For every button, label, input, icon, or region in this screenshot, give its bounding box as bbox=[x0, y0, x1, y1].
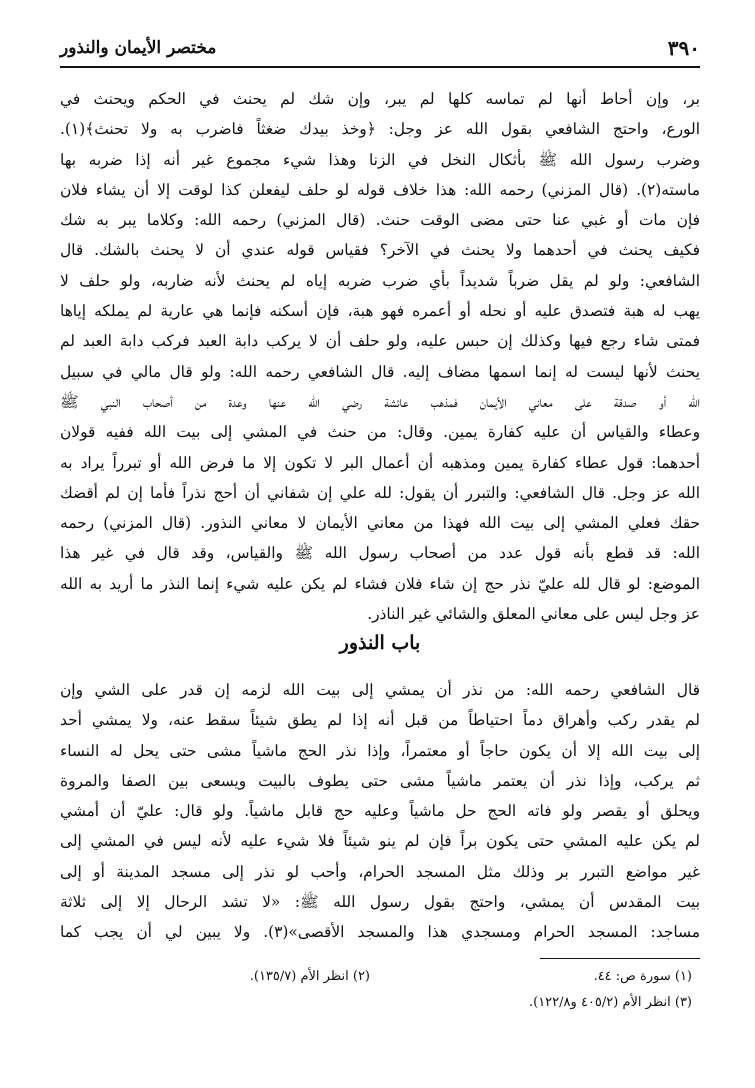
chapter-title: باب النذور bbox=[339, 632, 421, 654]
footnote-divider bbox=[540, 958, 700, 959]
header-divider bbox=[60, 66, 700, 68]
text-line: الله أو صدقة على معاني الأيمان فمذهب عائشة رضي الله عنها وعدة من أصحاب النبي ﷺ bbox=[60, 392, 700, 411]
running-header bbox=[60, 36, 700, 68]
text-line: لم يقدر ركب وأهراق دماً احتياطاً من قبل أنه إذا لم يطق شيئاً سقط عنه، ولا يمشي أحد bbox=[60, 711, 700, 730]
text-line: يحنث لأنها ليست له إنما اسمها مضاف إليه. قال الشافعي رحمه الله: ولو قال مالي في سبيل bbox=[60, 362, 700, 381]
footnote-3: (٣) انظر الأم (٤٠٥/٢ و١٢٢/٨). bbox=[528, 995, 692, 1010]
footnote-2: (٢) انظر الأم (١٣٥/٧). bbox=[249, 969, 370, 984]
text-line: بر، وإن أحاط أنها لم تماسه كلها لم يبر، وإن شك لم يحنث في الحكم ويحنث في bbox=[60, 90, 700, 108]
footnote-row bbox=[60, 964, 700, 990]
text-line: الله: قد قطع بأنه قول عدد من أصحاب رسول الله ﷺ والقياس، وقد قال في غير هذا bbox=[60, 544, 700, 563]
text-line: ويحلق أو يقصر ولو فاته الحج حل ماشياً وعليه حج قابل ماشياً. ولو قال: عليّ أن أمشي bbox=[60, 802, 700, 821]
footnote-row bbox=[60, 990, 700, 1016]
text-line: لم يكن عليه المشي حتى يكون براً فإن لم ينو شيئاً فلا شيء عليه لأنه ليس في المشي إلى bbox=[60, 832, 700, 851]
page-number: ٣٩٠ bbox=[667, 36, 700, 60]
running-title: مختصر الأيمان والنذور bbox=[60, 38, 217, 58]
text-line: مساجد: المسجد الحرام ومسجدي هذا والمسجد الأقصى»(٣). ولا يبين لي أن يجب كما bbox=[60, 923, 700, 942]
text-line: بيت المقدس أن يمشي، واحتج بقول رسول الله ﷺ: «لا تشد الرحال إلا إلى ثلاثة bbox=[60, 893, 700, 912]
text-line: عز وجل ليس على معاني المعلق والشائي غير الناذر. bbox=[367, 605, 700, 624]
footnotes bbox=[60, 964, 700, 1016]
text-line: أحدهما: قول عطاء كفارة يمين ومذهبه أن أعمال البر لا تكون إلا ما فرض الله أو تبرراً يراد به bbox=[60, 453, 700, 472]
text-line: الموضع: لو قال لله عليّ نذر حج إن شاء فلان فشاء لم يكن عليه شيء إنما النذر ما أريد به الله bbox=[60, 574, 700, 593]
text-line: ماسته(٢). (قال المزني) رحمه الله: هذا خلاف قوله لو حلف ليفعلن كذا لوقت إلا أن يشاء فلان bbox=[60, 180, 700, 199]
text-line: وعطاء والقياس أن عليه كفارة يمين. وقال: من حنث في المشي إلى بيت الله ففيه قولان bbox=[60, 423, 700, 442]
text-line: حقك فعلي المشي إلى بيت الله فهذا من معاني الأيمان لا معاني النذور. (قال المزني) رحمه bbox=[60, 514, 700, 533]
text-line: الله عز وجل. قال الشافعي: والتبرر أن يقول: لله علي إن شفاني أن أحج نذراً فأما إن لم أقضك bbox=[60, 483, 700, 502]
section-one-text bbox=[60, 84, 700, 629]
text-line: الورع، واحتج الشافعي بقول الله عز وجل: ﴿وخذ بيدك ضغثاً فاضرب به ولا تحنث﴾(١). bbox=[60, 120, 700, 139]
text-line: فكيف يحنث في أحدهما ولا يحنث في الآخر؟ فقياس قوله عندي أن لا يحنث بالشك. قال bbox=[60, 241, 700, 260]
text-line: فمتى شاء رجع فيها وكذلك إن حبس عليه، ولو حلف أن لا يركب دابة العبد فركب دابة العبد لم bbox=[60, 332, 700, 351]
text-line: إلى بيت الله إلا أن يكون حاجاً أو معتمراً، وإذا نذر الحج ماشياً مشى حتى يحل له النساء bbox=[60, 741, 700, 760]
text-line: يهب له هبة فتصدق عليه أو نحله أو أعمره فهو هبة، فإن أسكنه فإنما هي عارية لم يملكه إياها bbox=[60, 302, 700, 321]
text-line: قال الشافعي رحمه الله: من نذر أن يمشي إلى بيت الله لزمه إن قدر على الشي وإن bbox=[60, 681, 700, 699]
text-line: وضرب رسول الله ﷺ بأثكال النخل في الزنا وهذا شيء مجموع غير أنه إذا ضربه بها bbox=[60, 150, 700, 169]
section-two-text bbox=[60, 675, 700, 948]
text-line: ثم يركب، وإذا نذر أن يعتمر ماشياً مشى حتى يطوف بالبيت ويسعى بين الصفا والمروة bbox=[60, 771, 700, 790]
text-line: الشافعي: ولو لم يقل ضرباً شديداً بأي ضرب ضربه إياه لم يحنث لأنه ضاربه، ولو حلف لا bbox=[60, 271, 700, 290]
text-line: فإن مات أو غبي عنا حتى مضى الوقت حنث. (قال المزني) رحمه الله: وكلاما يبر به شك bbox=[60, 211, 700, 230]
text-line: غير مواضع التبرر بر وذلك مثل المسجد الحرام، وأحب لو نذر إلى مسجد المدينة أو إلى bbox=[60, 862, 700, 881]
footnote-1: (١) سورة ص: ٤٤. bbox=[593, 969, 692, 984]
